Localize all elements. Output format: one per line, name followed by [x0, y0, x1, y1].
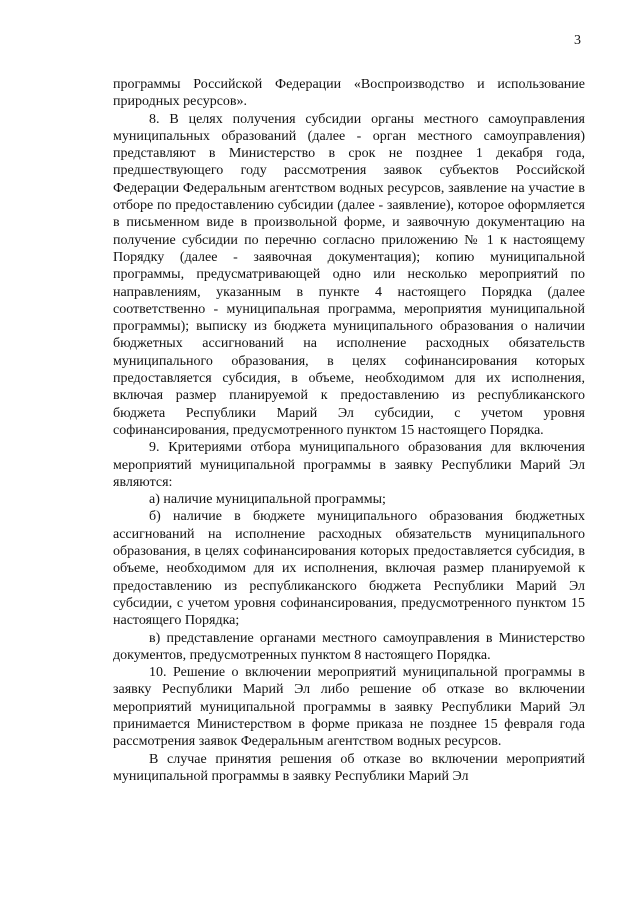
paragraph-item-8: 8. В целях получения субсидии органы местного самоуправления муниципальных образований (далее - орган местного самоуправления) представляют в Министерство в срок не позднее 1 декабря года, предшествующего году рассмотрения заявок субъектов Российской Федерации Федеральным агентством водных ресурсов, заявление на участие в отборе по предоставлению субсидии (далее - заявление), которое оформляется в письменном виде в произвольной форме, и заявочную документацию на получение субсидии по перечню согласно приложению № 1 к настоящему Порядку (далее - заявочная документация); копию муниципальной программы, предусматривающей одно или несколько мероприятий по направлениям, указанным в пункте 4 настоящего Порядка (далее соответственно - муниципальная программа, мероприятия муниципальной программы); выписку из бюджета муниципального образования о наличии бюджетных ассигнований на исполнение расходных обязательств муниципального образования, в целях софинансирования которых предоставляется субсидия, в объеме, необходимом для их исполнения, включая размер планируемой к предоставлению из республиканского бюджета Республики Марий Эл субсидии, с учетом уровня софинансирования, предусмотренного пунктом 15 настоящего Порядка.	[113, 111, 585, 438]
paragraph-item-9b: б) наличие в бюджете муниципального образования бюджетных ассигнований на исполнение расходных обязательств муниципального образования, в целях софинансирования которых предоставляется субсидия, в объеме, необходимом для их исполнения, включая размер планируемой к предоставлению из республиканского бюджета Республики Марий Эл субсидии, с учетом уровня софинансирования, предусмотренного пунктом 15 настоящего Порядка;	[113, 509, 585, 629]
paragraph-refusal-case: В случае принятия решения об отказе во включении мероприятий муниципальной программы в заявку Республики Марий Эл	[113, 751, 585, 784]
document-body	[113, 76, 585, 785]
paragraph-item-9a: а) наличие муниципальной программы;	[149, 492, 386, 508]
paragraph-item-9: 9. Критериями отбора муниципального образования для включения мероприятий муниципальной программы в заявку Республики Марий Эл являются:	[113, 440, 585, 490]
page-number: 3	[574, 33, 581, 48]
paragraph-item-10: 10. Решение о включении мероприятий муниципальной программы в заявку Республики Марий Эл либо решение об отказе во включении мероприятий муниципальной программы в заявку Республики Марий Эл принимается Министерством в форме приказа не позднее 15 февраля года рассмотрения заявок Федеральным агентством водных ресурсов.	[113, 665, 585, 750]
paragraph-item-9v: в) представление органами местного самоуправления в Министерство документов, предусмотренных пунктом 8 настоящего Порядка.	[113, 630, 585, 663]
paragraph-continuation: программы Российской Федерации «Воспроизводство и использование природных ресурсов».	[113, 77, 585, 110]
